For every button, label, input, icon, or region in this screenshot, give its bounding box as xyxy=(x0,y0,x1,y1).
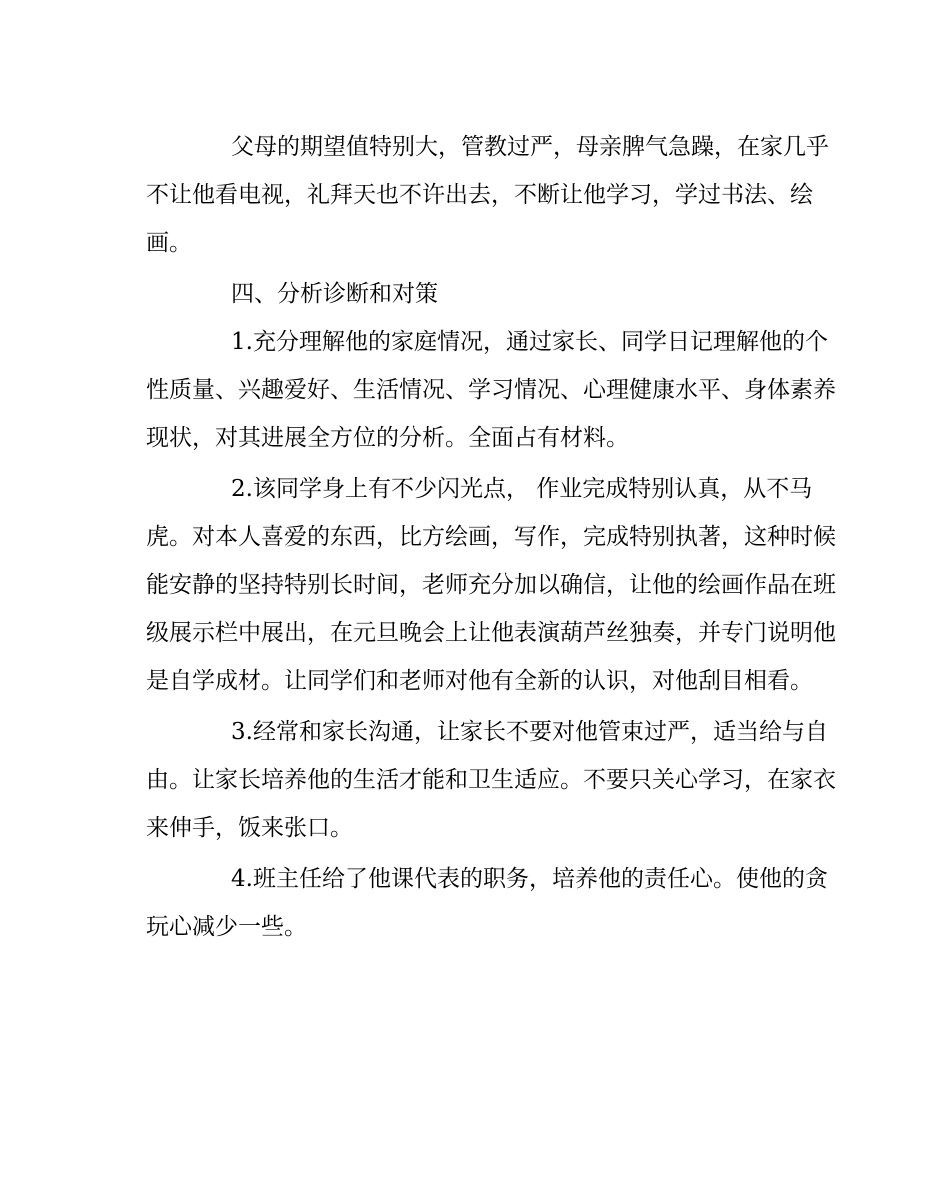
item-3-line-3: 来伸手，饭来张口。 xyxy=(146,815,353,841)
item-3-line-1: 3.经常和家长沟通，让家长不要对他管束过严，适当给与自 xyxy=(231,719,828,745)
item-3-line-2: 由。让家长培养他的生活才能和卫生适应。不要只关心学习，在家衣 xyxy=(146,767,836,793)
item-4-line-1: 4.班主任给了他课代表的职务，培养他的责任心。使他的贪 xyxy=(231,866,828,892)
item-1-line-3: 现状，对其进展全方位的分析。全面占有材料。 xyxy=(146,425,629,451)
item-1-line-1: 1.充分理解他的家庭情况，通过家长、同学日记理解他的个 xyxy=(231,329,828,355)
paragraph-parents-line-2: 不让他看电视，礼拜天也不许出去，不断让他学习，学过书法、绘 xyxy=(146,182,813,208)
paragraph-parents-line-1: 父母的期望值特别大，管教过严，母亲脾气急躁，在家几乎 xyxy=(231,134,829,160)
item-2-line-3: 能安静的坚持特别长时间，老师充分加以确信，让他的绘画作品在班 xyxy=(146,572,836,598)
item-2-line-2: 虎。对本人喜爱的东西，比方绘画，写作，完成特别执著，这种时候 xyxy=(146,524,836,550)
item-2-line-1: 2.该同学身上有不少闪光点， 作业完成特别认真，从不马 xyxy=(231,476,813,502)
item-4-line-2: 玩心减少一些。 xyxy=(146,914,307,940)
item-1-line-2: 性质量、兴趣爱好、生活情况、学习情况、心理健康水平、身体素养 xyxy=(146,377,836,403)
section-heading-analysis: 四、分析诊断和对策 xyxy=(231,281,438,307)
item-2-line-4: 级展示栏中展出，在元旦晚会上让他表演葫芦丝独奏，并专门说明他 xyxy=(146,620,836,646)
paragraph-parents-line-3: 画。 xyxy=(146,230,192,256)
item-2-line-5: 是自学成材。让同学们和老师对他有全新的认识，对他刮目相看。 xyxy=(146,668,813,694)
